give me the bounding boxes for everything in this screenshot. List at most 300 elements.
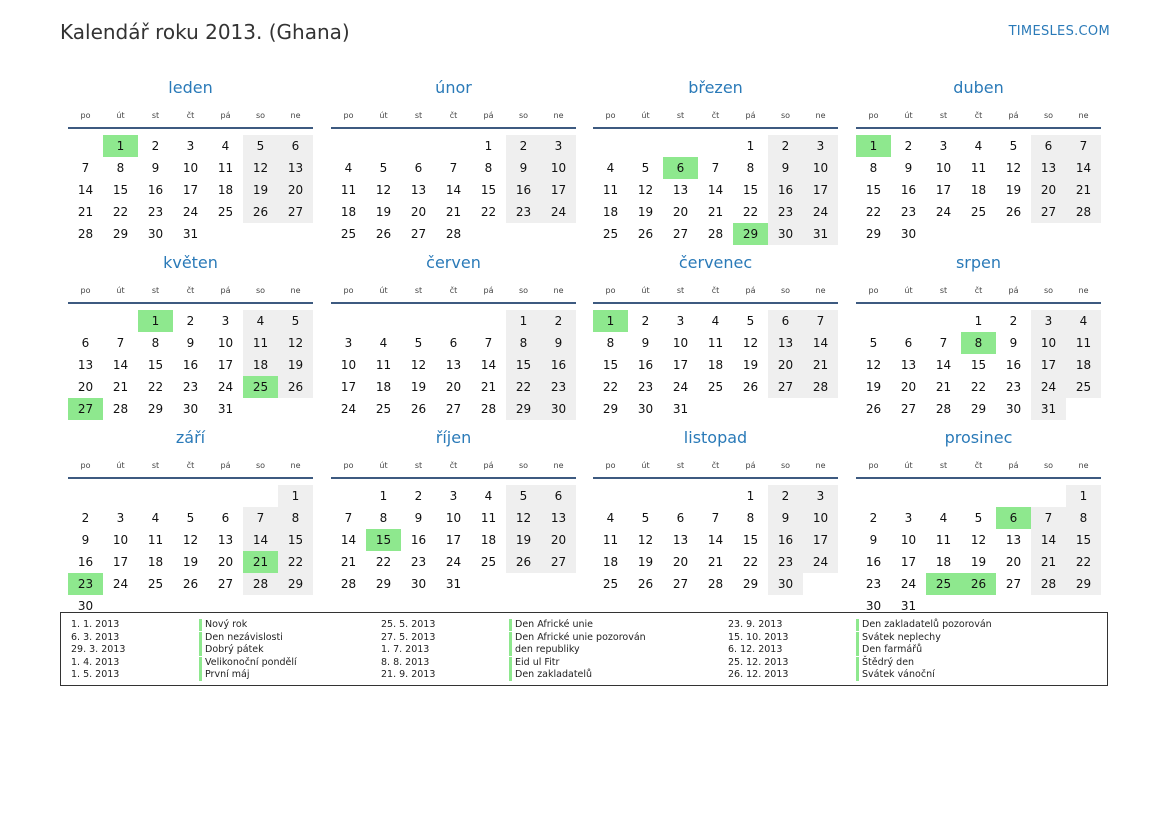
month-divider bbox=[68, 302, 313, 304]
month-name: květen bbox=[163, 253, 218, 272]
day-cell: 22 bbox=[506, 376, 541, 398]
weekday-header: po bbox=[605, 286, 616, 295]
day-cell: 10 bbox=[935, 161, 952, 175]
holiday-marker bbox=[199, 619, 202, 631]
weekday-header: čt bbox=[974, 461, 983, 470]
day-cell: 5 bbox=[186, 511, 195, 525]
day-cell: 28 bbox=[243, 573, 278, 595]
day-cell: 20 bbox=[768, 354, 803, 376]
day-cell: 26 bbox=[637, 227, 654, 241]
day-cell: 11 bbox=[243, 332, 278, 354]
day-cell: 25 bbox=[970, 205, 987, 219]
day-cell: 18 bbox=[970, 183, 987, 197]
day-cell: 1 bbox=[506, 310, 541, 332]
day-cell: 5 bbox=[414, 336, 423, 350]
holiday-date: 1. 1. 2013 bbox=[71, 619, 120, 630]
day-cell: 4 bbox=[974, 139, 983, 153]
day-cell: 22 bbox=[480, 205, 497, 219]
day-cell: 13 bbox=[1005, 533, 1022, 547]
weekday-header: so bbox=[1043, 111, 1054, 120]
day-cell: 21 bbox=[707, 205, 724, 219]
holiday-date: 6. 3. 2013 bbox=[71, 631, 120, 643]
month-name: duben bbox=[953, 78, 1004, 97]
day-cell: 7 bbox=[711, 161, 720, 175]
day-cell: 18 bbox=[340, 205, 357, 219]
holiday-marker bbox=[199, 644, 202, 656]
holiday-name: den republiky bbox=[515, 644, 580, 655]
day-cell: 5 bbox=[243, 135, 278, 157]
weekday-header: ne bbox=[553, 111, 564, 120]
day-cell: 16 bbox=[77, 555, 94, 569]
day-cell: 15 bbox=[480, 183, 497, 197]
day-cell: 23 bbox=[768, 551, 803, 573]
day-cell: 7 bbox=[939, 336, 948, 350]
day-cell: 4 bbox=[151, 511, 160, 525]
day-cell: 21 bbox=[480, 380, 497, 394]
month-divider bbox=[68, 127, 313, 129]
day-cell: 18 bbox=[375, 380, 392, 394]
day-cell: 11 bbox=[217, 161, 234, 175]
day-cell: 30 bbox=[410, 577, 427, 591]
day-cell: 23 bbox=[865, 577, 882, 591]
holiday-name: Nový rok bbox=[205, 619, 248, 630]
weekday-header: so bbox=[518, 461, 529, 470]
day-cell: 22 bbox=[147, 380, 164, 394]
weekday-header: so bbox=[255, 461, 266, 470]
weekday-header: pá bbox=[483, 286, 494, 295]
month-divider bbox=[331, 127, 576, 129]
day-cell: 18 bbox=[243, 354, 278, 376]
day-cell: 19 bbox=[375, 205, 392, 219]
day-cell: 25 bbox=[375, 402, 392, 416]
day-cell: 19 bbox=[506, 529, 541, 551]
day-cell: 20 bbox=[217, 555, 234, 569]
day-cell: 22 bbox=[742, 555, 759, 569]
holiday-marker bbox=[509, 619, 512, 631]
day-cell: 3 bbox=[803, 135, 838, 157]
day-cell: 13 bbox=[278, 157, 313, 179]
day-cell: 14 bbox=[1031, 529, 1066, 551]
weekday-header: pá bbox=[220, 461, 231, 470]
day-cell: 5 bbox=[641, 511, 650, 525]
day-cell: 17 bbox=[803, 529, 838, 551]
month-divider bbox=[68, 477, 313, 479]
day-cell: 3 bbox=[1031, 310, 1066, 332]
day-cell: 26 bbox=[637, 577, 654, 591]
weekday-header: st bbox=[151, 111, 160, 120]
day-cell: 7 bbox=[1066, 135, 1101, 157]
day-cell: 16 bbox=[865, 555, 882, 569]
month-name: listopad bbox=[683, 428, 748, 447]
day-cell: 26 bbox=[506, 551, 541, 573]
weekday-header: po bbox=[868, 286, 879, 295]
weekday-header: ne bbox=[1078, 461, 1089, 470]
holiday-name: Velikonoční pondělí bbox=[205, 656, 297, 668]
day-cell: 18 bbox=[602, 205, 619, 219]
day-cell: 8 bbox=[379, 511, 388, 525]
day-cell: 16 bbox=[768, 529, 803, 551]
holiday-name: První máj bbox=[205, 669, 250, 680]
weekday-header: čt bbox=[186, 111, 195, 120]
day-cell: 4 bbox=[243, 310, 278, 332]
holiday-date: 23. 9. 2013 bbox=[728, 619, 783, 630]
day-cell: 3 bbox=[541, 135, 576, 157]
day-cell: 11 bbox=[1066, 332, 1101, 354]
day-cell: 7 bbox=[484, 336, 493, 350]
holiday-day-cell: 6 bbox=[996, 507, 1031, 529]
weekday-header: út bbox=[904, 461, 913, 470]
day-cell: 29 bbox=[970, 402, 987, 416]
day-cell: 12 bbox=[637, 533, 654, 547]
weekday-header: so bbox=[518, 286, 529, 295]
holiday-day-cell: 25 bbox=[926, 573, 961, 595]
holiday-day-cell: 1 bbox=[138, 310, 173, 332]
day-cell: 2 bbox=[768, 485, 803, 507]
day-cell: 14 bbox=[707, 183, 724, 197]
holiday-day-cell: 6 bbox=[663, 157, 698, 179]
day-cell: 4 bbox=[711, 314, 720, 328]
holiday-date: 1. 7. 2013 bbox=[381, 644, 430, 655]
holiday-date: 27. 5. 2013 bbox=[381, 631, 436, 643]
day-cell: 1 bbox=[746, 489, 755, 503]
day-cell: 5 bbox=[278, 310, 313, 332]
day-cell: 6 bbox=[278, 135, 313, 157]
holiday-day-cell: 15 bbox=[366, 529, 401, 551]
day-cell: 22 bbox=[602, 380, 619, 394]
day-cell: 9 bbox=[541, 332, 576, 354]
weekday-header: so bbox=[255, 286, 266, 295]
day-cell: 14 bbox=[243, 529, 278, 551]
day-cell: 3 bbox=[803, 485, 838, 507]
day-cell: 5 bbox=[746, 314, 755, 328]
day-cell: 28 bbox=[112, 402, 129, 416]
holiday-name: Svátek vánoční bbox=[862, 669, 935, 680]
day-cell: 13 bbox=[900, 358, 917, 372]
day-cell: 8 bbox=[116, 161, 125, 175]
day-cell: 27 bbox=[1005, 577, 1022, 591]
day-cell: 8 bbox=[506, 332, 541, 354]
day-cell: 4 bbox=[344, 161, 353, 175]
weekday-header: st bbox=[676, 111, 685, 120]
weekday-header: pá bbox=[220, 286, 231, 295]
day-cell: 7 bbox=[81, 161, 90, 175]
day-cell: 8 bbox=[1066, 507, 1101, 529]
day-cell: 31 bbox=[672, 402, 689, 416]
day-cell: 30 bbox=[541, 398, 576, 420]
day-cell: 9 bbox=[81, 533, 90, 547]
day-cell: 3 bbox=[221, 314, 230, 328]
weekday-header: st bbox=[676, 461, 685, 470]
day-cell: 28 bbox=[935, 402, 952, 416]
day-cell: 22 bbox=[375, 555, 392, 569]
day-cell: 16 bbox=[506, 179, 541, 201]
weekday-header: so bbox=[780, 111, 791, 120]
day-cell: 12 bbox=[182, 533, 199, 547]
day-cell: 10 bbox=[541, 157, 576, 179]
day-cell: 11 bbox=[602, 183, 619, 197]
holiday-date: 25. 5. 2013 bbox=[381, 619, 436, 630]
day-cell: 4 bbox=[379, 336, 388, 350]
weekday-header: út bbox=[904, 286, 913, 295]
day-cell: 14 bbox=[340, 533, 357, 547]
holiday-date: 26. 12. 2013 bbox=[728, 669, 789, 680]
day-cell: 10 bbox=[803, 157, 838, 179]
holiday-name: Den farmářů bbox=[862, 644, 923, 655]
day-cell: 10 bbox=[112, 533, 129, 547]
day-cell: 18 bbox=[147, 555, 164, 569]
holiday-day-cell: 1 bbox=[103, 135, 138, 157]
day-cell: 11 bbox=[147, 533, 164, 547]
day-cell: 19 bbox=[182, 555, 199, 569]
day-cell: 20 bbox=[900, 380, 917, 394]
day-cell: 30 bbox=[182, 402, 199, 416]
holiday-marker bbox=[509, 669, 512, 681]
day-cell: 5 bbox=[1009, 139, 1018, 153]
month-divider bbox=[856, 302, 1101, 304]
day-cell: 14 bbox=[935, 358, 952, 372]
holiday-marker bbox=[199, 669, 202, 681]
day-cell: 3 bbox=[904, 511, 913, 525]
day-cell: 17 bbox=[445, 533, 462, 547]
day-cell: 29 bbox=[375, 577, 392, 591]
day-cell: 3 bbox=[676, 314, 685, 328]
day-cell: 16 bbox=[410, 533, 427, 547]
holiday-marker bbox=[199, 632, 202, 644]
day-cell: 25 bbox=[217, 205, 234, 219]
weekday-header: st bbox=[414, 286, 423, 295]
day-cell: 3 bbox=[449, 489, 458, 503]
weekday-header: st bbox=[414, 111, 423, 120]
holiday-marker bbox=[509, 657, 512, 669]
day-cell: 15 bbox=[112, 183, 129, 197]
weekday-header: pá bbox=[1008, 461, 1019, 470]
day-cell: 31 bbox=[1031, 398, 1066, 420]
holiday-day-cell: 27 bbox=[68, 398, 103, 420]
holiday-day-cell: 29 bbox=[733, 223, 768, 245]
weekday-header: so bbox=[780, 461, 791, 470]
day-cell: 28 bbox=[1031, 573, 1066, 595]
day-cell: 2 bbox=[641, 314, 650, 328]
day-cell: 17 bbox=[182, 183, 199, 197]
day-cell: 12 bbox=[1005, 161, 1022, 175]
day-cell: 13 bbox=[672, 533, 689, 547]
day-cell: 9 bbox=[186, 336, 195, 350]
holiday-date: 25. 12. 2013 bbox=[728, 656, 789, 668]
day-cell: 24 bbox=[541, 201, 576, 223]
day-cell: 5 bbox=[974, 511, 983, 525]
day-cell: 28 bbox=[340, 577, 357, 591]
weekday-header: út bbox=[904, 111, 913, 120]
day-cell: 24 bbox=[1031, 376, 1066, 398]
holiday-day-cell: 1 bbox=[856, 135, 891, 157]
day-cell: 8 bbox=[746, 161, 755, 175]
weekday-header: pá bbox=[1008, 111, 1019, 120]
day-cell: 22 bbox=[970, 380, 987, 394]
day-cell: 2 bbox=[506, 135, 541, 157]
day-cell: 13 bbox=[768, 332, 803, 354]
day-cell: 14 bbox=[77, 183, 94, 197]
weekday-header: čt bbox=[974, 286, 983, 295]
day-cell: 3 bbox=[186, 139, 195, 153]
month-name: září bbox=[175, 428, 206, 447]
weekday-header: po bbox=[80, 111, 91, 120]
month-divider bbox=[331, 302, 576, 304]
day-cell: 30 bbox=[77, 599, 94, 613]
day-cell: 13 bbox=[217, 533, 234, 547]
day-cell: 18 bbox=[935, 555, 952, 569]
day-cell: 22 bbox=[742, 205, 759, 219]
day-cell: 26 bbox=[742, 380, 759, 394]
day-cell: 7 bbox=[344, 511, 353, 525]
day-cell: 5 bbox=[379, 161, 388, 175]
day-cell: 5 bbox=[641, 161, 650, 175]
day-cell: 24 bbox=[900, 577, 917, 591]
weekday-header: ne bbox=[815, 286, 826, 295]
day-cell: 26 bbox=[1005, 205, 1022, 219]
weekday-header: út bbox=[379, 286, 388, 295]
day-cell: 12 bbox=[506, 507, 541, 529]
day-cell: 23 bbox=[637, 380, 654, 394]
day-cell: 8 bbox=[606, 336, 615, 350]
day-cell: 10 bbox=[445, 511, 462, 525]
brand-link[interactable]: TIMESLES.COM bbox=[1008, 24, 1110, 39]
day-cell: 2 bbox=[869, 511, 878, 525]
weekday-header: so bbox=[780, 286, 791, 295]
day-cell: 23 bbox=[1005, 380, 1022, 394]
month-name: červen bbox=[426, 253, 481, 272]
day-cell: 17 bbox=[541, 179, 576, 201]
day-cell: 30 bbox=[900, 227, 917, 241]
day-cell: 18 bbox=[707, 358, 724, 372]
holiday-day-cell: 26 bbox=[961, 573, 996, 595]
day-cell: 12 bbox=[970, 533, 987, 547]
day-cell: 11 bbox=[602, 533, 619, 547]
weekday-header: so bbox=[255, 111, 266, 120]
weekday-header: út bbox=[641, 111, 650, 120]
day-cell: 16 bbox=[1005, 358, 1022, 372]
day-cell: 29 bbox=[865, 227, 882, 241]
day-cell: 27 bbox=[900, 402, 917, 416]
day-cell: 8 bbox=[869, 161, 878, 175]
day-cell: 1 bbox=[746, 139, 755, 153]
day-cell: 7 bbox=[449, 161, 458, 175]
day-cell: 7 bbox=[116, 336, 125, 350]
day-cell: 17 bbox=[672, 358, 689, 372]
weekday-header: ne bbox=[1078, 286, 1089, 295]
day-cell: 14 bbox=[803, 332, 838, 354]
day-cell: 9 bbox=[904, 161, 913, 175]
weekday-header: ne bbox=[553, 286, 564, 295]
day-cell: 11 bbox=[707, 336, 724, 350]
day-cell: 26 bbox=[375, 227, 392, 241]
holiday-date: 1. 4. 2013 bbox=[71, 656, 120, 668]
day-cell: 21 bbox=[112, 380, 129, 394]
weekday-header: út bbox=[641, 461, 650, 470]
day-cell: 14 bbox=[480, 358, 497, 372]
day-cell: 16 bbox=[541, 354, 576, 376]
weekday-header: út bbox=[641, 286, 650, 295]
day-cell: 31 bbox=[803, 223, 838, 245]
holiday-name: Štědrý den bbox=[862, 656, 915, 668]
day-cell: 10 bbox=[1031, 332, 1066, 354]
weekday-header: so bbox=[518, 111, 529, 120]
weekday-header: út bbox=[116, 111, 125, 120]
day-cell: 28 bbox=[1066, 201, 1101, 223]
day-cell: 29 bbox=[112, 227, 129, 241]
weekday-header: st bbox=[939, 111, 948, 120]
day-cell: 12 bbox=[243, 157, 278, 179]
weekday-header: st bbox=[676, 286, 685, 295]
day-cell: 19 bbox=[637, 205, 654, 219]
day-cell: 7 bbox=[1031, 507, 1066, 529]
holiday-name: Eid ul Fitr bbox=[515, 656, 560, 668]
day-cell: 12 bbox=[410, 358, 427, 372]
day-cell: 23 bbox=[768, 201, 803, 223]
holiday-day-cell: 1 bbox=[593, 310, 628, 332]
month-divider bbox=[331, 477, 576, 479]
weekday-header: pá bbox=[220, 111, 231, 120]
day-cell: 14 bbox=[445, 183, 462, 197]
weekday-header: čt bbox=[449, 111, 458, 120]
weekday-header: po bbox=[868, 461, 879, 470]
day-cell: 6 bbox=[414, 161, 423, 175]
day-cell: 25 bbox=[602, 227, 619, 241]
day-cell: 4 bbox=[606, 511, 615, 525]
month-divider bbox=[593, 302, 838, 304]
day-cell: 26 bbox=[182, 577, 199, 591]
day-cell: 30 bbox=[768, 223, 803, 245]
day-cell: 19 bbox=[410, 380, 427, 394]
holiday-date: 6. 12. 2013 bbox=[728, 644, 783, 655]
day-cell: 20 bbox=[77, 380, 94, 394]
day-cell: 8 bbox=[746, 511, 755, 525]
day-cell: 17 bbox=[112, 555, 129, 569]
day-cell: 2 bbox=[768, 135, 803, 157]
day-cell: 3 bbox=[116, 511, 125, 525]
day-cell: 21 bbox=[935, 380, 952, 394]
day-cell: 27 bbox=[1031, 201, 1066, 223]
day-cell: 17 bbox=[340, 380, 357, 394]
day-cell: 28 bbox=[707, 577, 724, 591]
weekday-header: pá bbox=[745, 461, 756, 470]
day-cell: 27 bbox=[541, 551, 576, 573]
day-cell: 31 bbox=[217, 402, 234, 416]
day-cell: 9 bbox=[768, 507, 803, 529]
weekday-header: pá bbox=[483, 111, 494, 120]
holiday-marker bbox=[856, 669, 859, 681]
day-cell: 30 bbox=[768, 573, 803, 595]
holiday-marker bbox=[509, 632, 512, 644]
weekday-header: ne bbox=[815, 111, 826, 120]
day-cell: 22 bbox=[278, 551, 313, 573]
day-cell: 11 bbox=[970, 161, 987, 175]
day-cell: 15 bbox=[865, 183, 882, 197]
day-cell: 22 bbox=[1066, 551, 1101, 573]
day-cell: 20 bbox=[1031, 179, 1066, 201]
weekday-header: ne bbox=[290, 461, 301, 470]
day-cell: 27 bbox=[278, 201, 313, 223]
weekday-header: ne bbox=[553, 461, 564, 470]
day-cell: 19 bbox=[742, 358, 759, 372]
day-cell: 2 bbox=[414, 489, 423, 503]
weekday-header: pá bbox=[745, 286, 756, 295]
day-cell: 1 bbox=[379, 489, 388, 503]
day-cell: 17 bbox=[1031, 354, 1066, 376]
day-cell: 22 bbox=[865, 205, 882, 219]
day-cell: 15 bbox=[742, 533, 759, 547]
holiday-marker bbox=[856, 657, 859, 669]
day-cell: 25 bbox=[480, 555, 497, 569]
